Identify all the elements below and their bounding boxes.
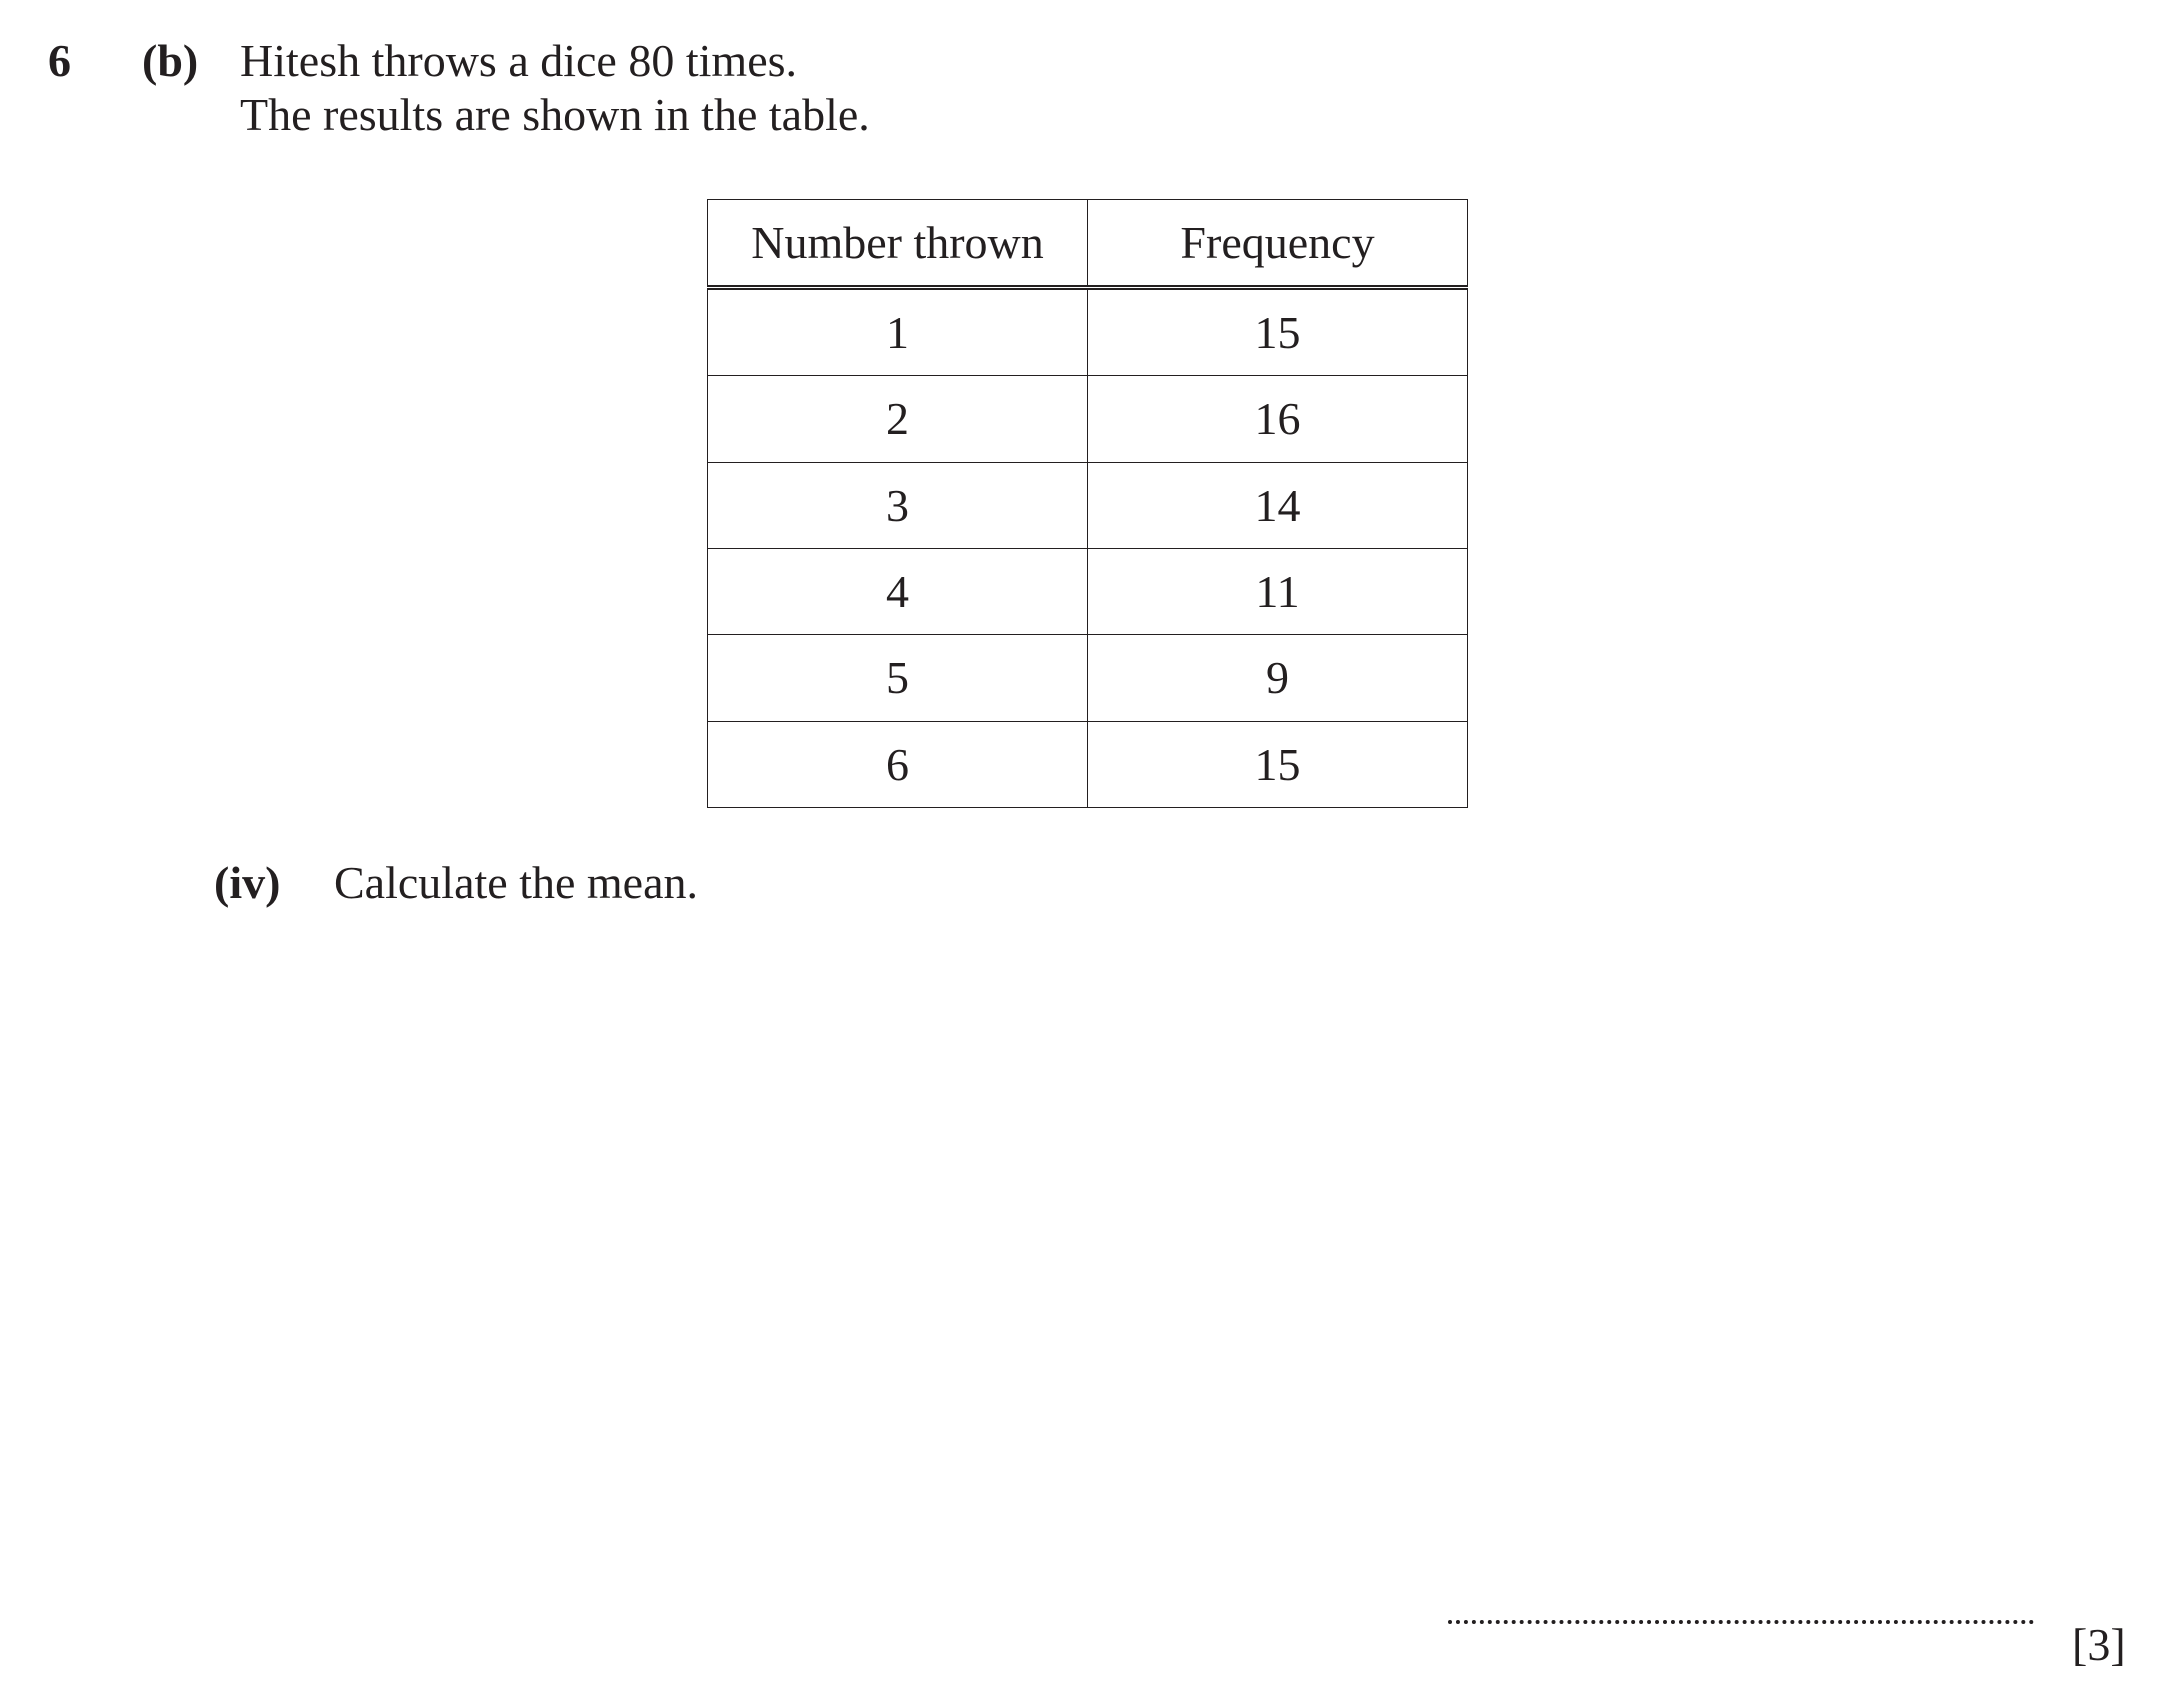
frequency-cell: 11 — [1088, 548, 1468, 634]
table-row — [708, 635, 1468, 721]
table-row — [708, 376, 1468, 462]
marks-label: [3] — [2072, 1619, 2126, 1670]
instruction-text: Calculate the mean. — [334, 857, 699, 908]
column-header-frequency: Frequency — [1088, 200, 1468, 288]
column-header-number-thrown: Number thrown — [708, 200, 1088, 288]
number-thrown-cell: 1 — [708, 288, 1088, 376]
part-label: (b) — [142, 35, 199, 86]
number-thrown-cell: 3 — [708, 462, 1088, 548]
subpart-label: (iv) — [214, 857, 281, 908]
table-row — [708, 721, 1468, 807]
table-row — [708, 462, 1468, 548]
frequency-cell: 15 — [1088, 721, 1468, 807]
number-thrown-cell: 5 — [708, 635, 1088, 721]
frequency-table — [707, 199, 1468, 808]
frequency-cell: 9 — [1088, 635, 1468, 721]
number-thrown-cell: 6 — [708, 721, 1088, 807]
number-thrown-cell: 2 — [708, 376, 1088, 462]
frequency-cell: 14 — [1088, 462, 1468, 548]
frequency-cell: 15 — [1088, 288, 1468, 376]
intro-line: Hitesh throws a dice 80 times. — [240, 35, 798, 86]
question-number: 6 — [48, 35, 71, 86]
answer-line[interactable] — [1448, 1620, 2034, 1624]
table-header-row — [708, 200, 1468, 288]
table-row — [708, 288, 1468, 376]
number-thrown-cell: 4 — [708, 548, 1088, 634]
frequency-cell: 16 — [1088, 376, 1468, 462]
table-row — [708, 548, 1468, 634]
intro-line: The results are shown in the table. — [240, 89, 870, 140]
